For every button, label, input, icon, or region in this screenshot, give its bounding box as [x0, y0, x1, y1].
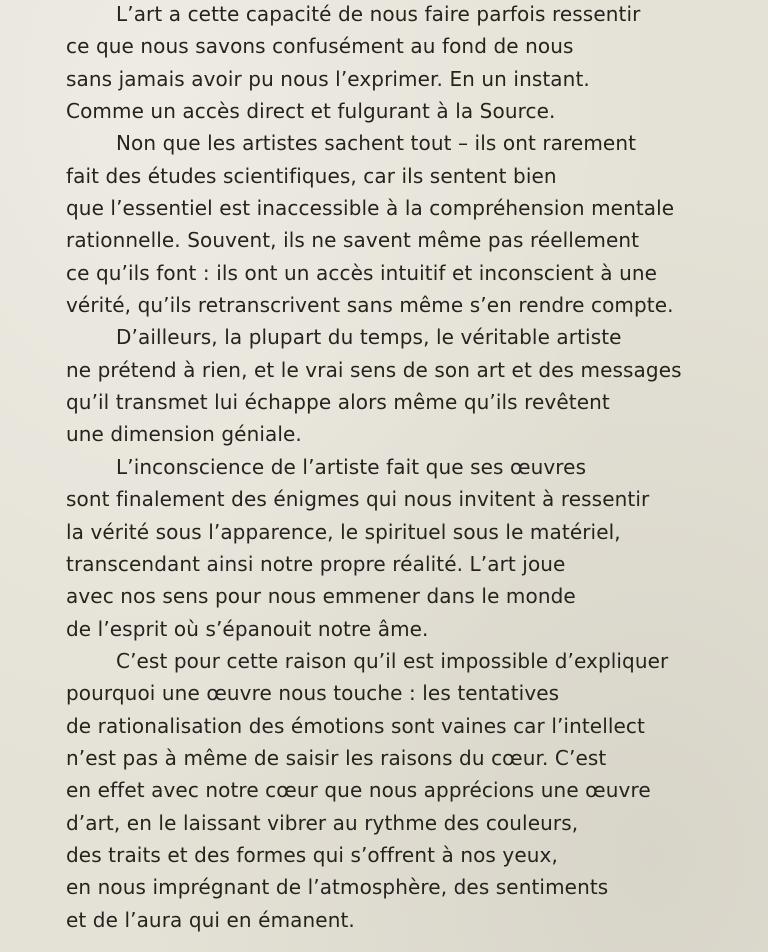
text-line: ce que nous savons confusément au fond de nous — [66, 34, 574, 59]
paragraph-3 — [66, 321, 756, 450]
text-line: ne prétend à rien, et le vrai sens de son art et des messages — [66, 357, 682, 382]
text-line: L’inconscience de l’artiste fait que ses œuvres — [116, 454, 587, 479]
text-line: n’est pas à même de saisir les raisons du cœur. C’est — [66, 745, 607, 770]
text-line: de rationalisation des émotions sont vaines car l’intellect — [66, 713, 645, 738]
text-line: la vérité sous l’apparence, le spirituel sous le matériel, — [66, 519, 621, 544]
text-line: une dimension géniale. — [66, 422, 302, 447]
text-line: rationnelle. Souvent, ils ne savent même pas réellement — [66, 228, 640, 253]
text-line: L’art a cette capacité de nous faire parfois ressentir — [116, 2, 641, 26]
text-line: ce qu’ils font : ils ont un accès intuitif et inconscient à une — [66, 260, 658, 285]
paragraph-2 — [66, 127, 756, 321]
text-line: de l’esprit où s’épanouit notre âme. — [66, 616, 429, 641]
text-line: en effet avec notre cœur que nous apprécions une œuvre — [66, 778, 651, 803]
text-line: vérité, qu’ils retranscrivent sans même s’en rendre compte. — [66, 293, 674, 318]
text-line: sans jamais avoir pu nous l’exprimer. En un instant. — [66, 66, 590, 91]
text-line: fait des études scientifiques, car ils sentent bien — [66, 163, 557, 188]
text-line: sont finalement des énigmes qui nous invitent à ressentir — [66, 487, 650, 512]
text-line: en nous imprégnant de l’atmosphère, des sentiments — [66, 875, 609, 900]
text-line: transcendant ainsi notre propre réalité. L’art joue — [66, 551, 566, 576]
paragraph-4 — [66, 451, 756, 645]
text-line: pourquoi une œuvre nous touche : les tentatives — [66, 681, 560, 706]
paragraph-1 — [66, 0, 756, 127]
text-line: avec nos sens pour nous emmener dans le monde — [66, 584, 576, 609]
text-line: Comme un accès direct et fulgurant à la Source. — [66, 99, 556, 124]
text-line: D’ailleurs, la plupart du temps, le véritable artiste — [116, 325, 622, 350]
text-line: des traits et des formes qui s’offrent à nos yeux, — [66, 842, 558, 867]
body-text — [66, 0, 756, 936]
text-line: et de l’aura qui en émanent. — [66, 907, 355, 932]
text-line: d’art, en le laissant vibrer au rythme des couleurs, — [66, 810, 579, 835]
text-line: que l’essentiel est inaccessible à la compréhension mentale — [66, 196, 675, 221]
text-line: qu’il transmet lui échappe alors même qu’ils revêtent — [66, 390, 610, 415]
text-line: C’est pour cette raison qu’il est impossible d’expliquer — [116, 648, 669, 673]
paragraph-5 — [66, 645, 756, 936]
text-line: Non que les artistes sachent tout – ils ont rarement — [116, 131, 637, 156]
